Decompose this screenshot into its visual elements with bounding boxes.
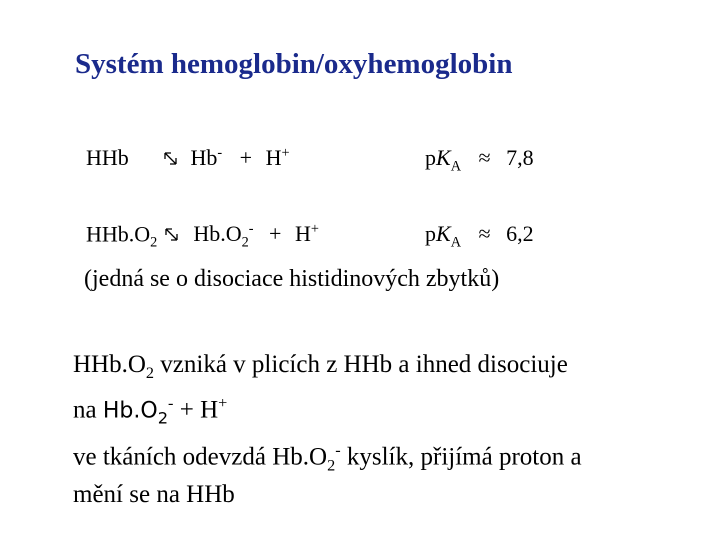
lungs-text: vzniká v plicích z HHb a ihned disociuje <box>154 351 568 378</box>
tissues-rest: kyslík, přijímá proton a <box>340 443 582 471</box>
plus-sign: + <box>173 396 201 424</box>
slide-title: Systém hemoglobin/oxyhemoglobin <box>75 48 513 80</box>
reactant-hhb: HHb <box>86 145 129 170</box>
paragraph-tissues-line-2: mění se na HHb <box>73 481 235 509</box>
pka-letter: K <box>436 221 451 246</box>
ion-charge: - <box>168 394 174 412</box>
pka-value: 6,2 <box>506 221 534 246</box>
paragraph-tissues-line-1 <box>73 435 582 480</box>
ion-sub: 2 <box>157 408 169 428</box>
tissues-sub: 2 <box>327 456 336 475</box>
tissues-text: ve tkáních odevzdá Hb.O <box>73 443 328 471</box>
hhbo2-text: HHb.O <box>73 351 146 378</box>
product-hb: Hb <box>190 145 218 171</box>
hhbo2-sub: 2 <box>145 364 155 382</box>
na-text: na <box>73 396 103 424</box>
reactant-sub: 2 <box>150 234 158 251</box>
proton-h: H <box>294 221 311 247</box>
paragraph-lungs <box>73 350 568 433</box>
paragraph-lungs-line-1 <box>73 350 568 388</box>
ion-text: Hb.O <box>102 398 158 424</box>
pka-row-1 <box>425 145 534 175</box>
equation-row-1 <box>86 145 129 171</box>
equation-row-2 <box>86 221 319 252</box>
plus-sign: + <box>239 145 253 171</box>
product-charge: - <box>248 221 254 237</box>
product-charge: - <box>217 145 223 161</box>
pka-letter: K <box>436 145 451 170</box>
paragraph-tissues <box>73 435 582 510</box>
paragraph-lungs-line-2 <box>73 388 568 433</box>
pka-sub: A <box>450 234 462 251</box>
proton-h: H <box>265 145 282 171</box>
product-sub: 2 <box>241 234 249 251</box>
reactant-hhbo2: HHb.O <box>86 221 151 247</box>
plus-sign: + <box>269 221 282 247</box>
product-hbo2: Hb.O <box>193 221 242 247</box>
proton-h: H <box>200 396 219 424</box>
pka-prefix: p <box>425 221 436 246</box>
proton-charge: + <box>310 221 319 237</box>
proton-charge: + <box>281 145 290 161</box>
pka-value: 7,8 <box>506 145 534 170</box>
equilibrium-arrow-icon <box>164 152 177 166</box>
approx-sign: ≈ <box>478 145 491 170</box>
note-histidine: (jedná se o disociace histidinových zbytků) <box>84 266 500 292</box>
equation-row-1-products <box>162 145 290 171</box>
equilibrium-arrow-icon <box>165 228 178 242</box>
tissues-charge: - <box>335 441 341 459</box>
approx-sign: ≈ <box>478 221 491 246</box>
pka-prefix: p <box>425 145 436 170</box>
proton-charge: + <box>218 394 228 412</box>
pka-row-2 <box>425 221 534 251</box>
pka-sub: A <box>450 158 462 175</box>
